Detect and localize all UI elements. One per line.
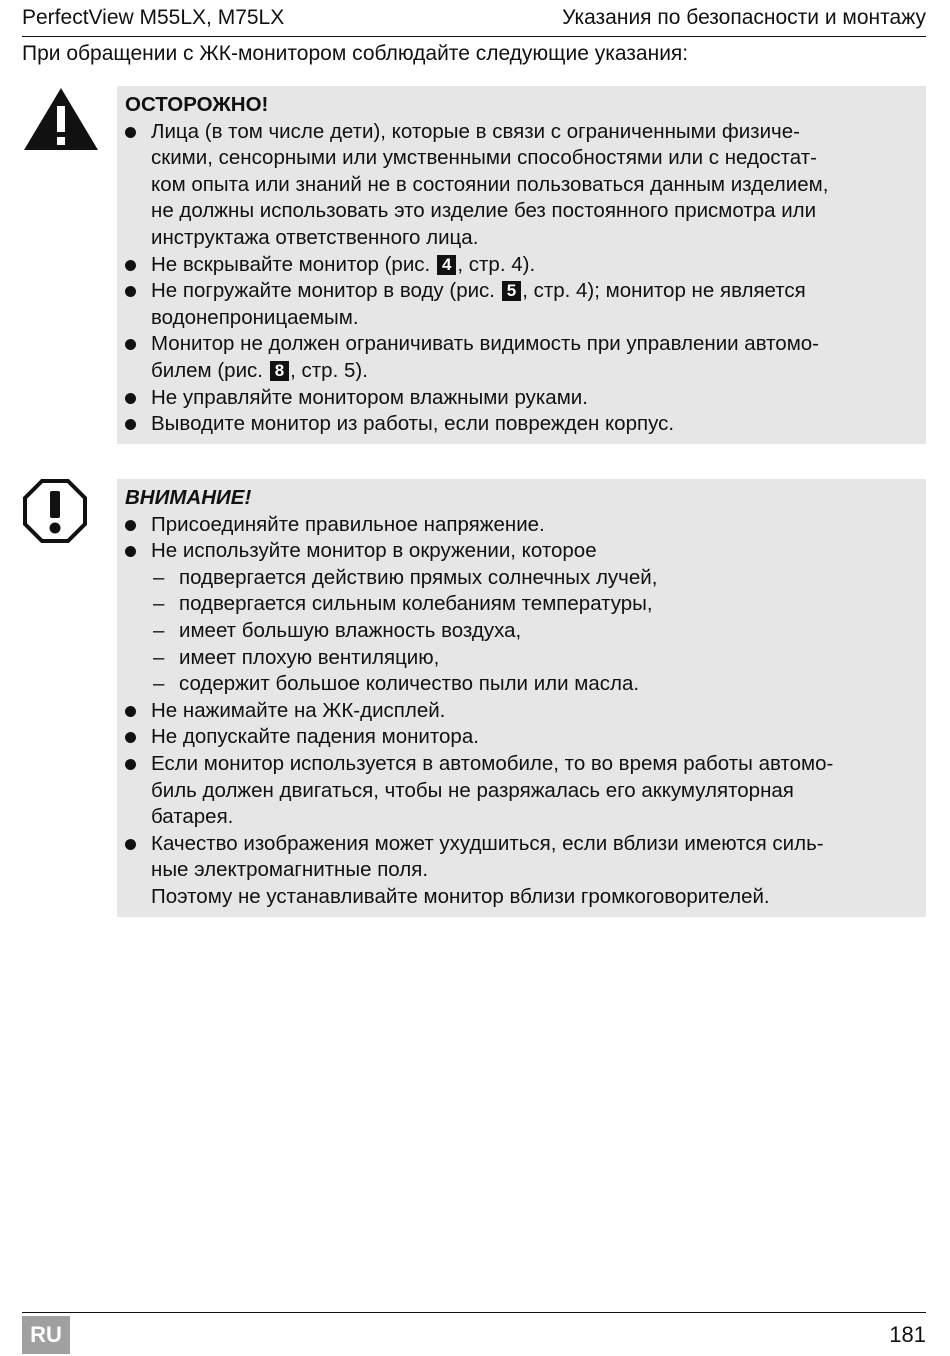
warning-triangle-icon [22,86,100,157]
list-item [125,385,916,412]
bullet [125,260,136,271]
bullet [125,127,136,138]
item-line: Не нажимайте на ЖК-дисплей. [151,698,446,722]
notice-title: ВНИМАНИЕ! [125,486,252,509]
item-line: Не используйте монитор в окружении, которое [151,539,597,563]
item-line: имеет большую влажность воздуха, [179,618,522,642]
bullet [125,393,136,404]
item-text: , стр. 4); монитор не является [522,279,806,303]
caution-title: ОСТОРОЖНО! [125,93,269,116]
figure-ref-badge: 8 [270,361,289,381]
item-line: инструктажа ответственного лица. [151,225,479,249]
item-line: подвергается сильным колебаниям температуры, [179,592,653,616]
item-line: водонепроницаемым. [151,305,359,329]
sub-list-item [125,565,916,592]
item-line: биль должен двигаться, чтобы не разряжалась его аккумуляторная [151,778,794,802]
sub-list-item [125,645,916,672]
header-divider [22,36,926,37]
item-text: билем (рис. [151,358,263,382]
product-name: PerfectView M55LX, M75LX [22,6,285,29]
item-line: содержит большое количество пыли или масла. [179,672,640,696]
item-line: имеет плохую вентиляцию, [179,645,440,669]
dash: – [153,592,165,616]
list-item [125,278,916,331]
list-item [125,512,916,539]
bullet [125,839,136,850]
list-item [125,538,916,565]
item-line: не должны использовать это изделие без постоянного присмотра или [151,199,817,223]
dash: – [153,645,165,669]
section-title: Указания по безопасности и монтажу [562,6,926,29]
item-text: Не погружайте монитор в воду (рис. [151,279,496,303]
bullet [125,732,136,743]
figure-ref-badge: 4 [437,255,456,275]
list-item [125,724,916,751]
item-line: Присоединяйте правильное напряжение. [151,512,545,536]
notice-box [117,479,926,917]
intro-text: При обращении с ЖК-монитором соблюдайте следующие указания: [22,42,689,65]
sub-list-item [125,618,916,645]
bullet [125,520,136,531]
page-number: 181 [889,1322,926,1347]
caution-box [117,86,926,444]
item-line: подвергается действию прямых солнечных лучей, [179,565,658,589]
list-item [125,252,916,279]
item-line: ком опыта или знаний не в состоянии пользоваться данным изделием, [151,172,829,196]
item-text: Не вскрывайте монитор (рис. [151,252,431,276]
bullet [125,706,136,717]
bullet [125,419,136,430]
item-line: Монитор не должен ограничивать видимость при управлении автомо- [151,332,820,356]
exclamation-octagon-icon [22,478,88,549]
list-item [125,751,916,831]
bullet [125,759,136,770]
dash: – [153,672,165,696]
sub-list-item [125,671,916,698]
item-line: батарея. [151,805,234,829]
bullet [125,546,136,557]
item-text: , стр. 5). [290,358,368,382]
item-line: Качество изображения может ухудшиться, если вблизи имеются силь- [151,831,824,855]
dash: – [153,618,165,642]
item-line: Лица (в том числе дети), которые в связи с ограниченными физиче- [151,119,800,143]
bullet [125,286,136,297]
item-line: скими, сенсорными или умственными способностями или с недостат- [151,146,817,170]
sub-list-item [125,591,916,618]
item-line: Поэтому не устанавливайте монитор вблизи громкоговорителей. [151,884,770,908]
footer-divider [22,1312,926,1313]
figure-ref-badge: 5 [502,281,521,301]
item-line: ные электромагнитные поля. [151,858,429,882]
language-badge: RU [22,1316,70,1354]
item-line: Выводите монитор из работы, если поврежден корпус. [151,412,675,436]
bullet [125,339,136,350]
dash: – [153,565,165,589]
item-line: Если монитор используется в автомобиле, то во время работы автомо- [151,751,834,775]
item-line: Не управляйте монитором влажными руками. [151,385,588,409]
list-item [125,411,916,438]
item-text: , стр. 4). [457,252,536,276]
list-item [125,831,916,911]
item-line: Не допускайте падения монитора. [151,725,479,749]
list-item [125,119,916,252]
list-item [125,331,916,384]
list-item [125,698,916,725]
